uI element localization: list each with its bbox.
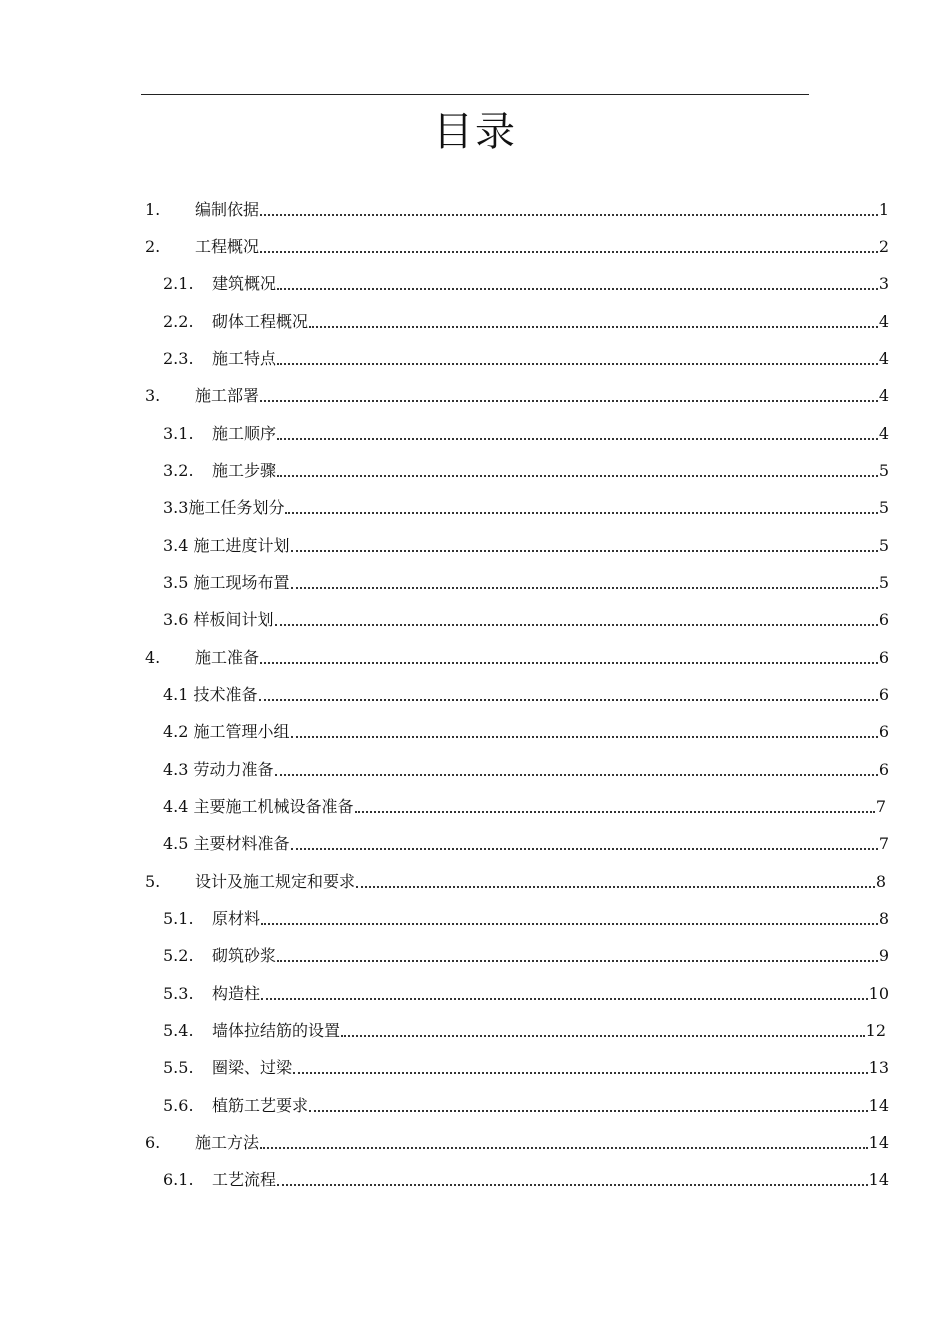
toc-entry-page: 14 bbox=[868, 1133, 889, 1152]
toc-leader-dots bbox=[260, 245, 878, 253]
toc-entry-page: 14 bbox=[868, 1096, 889, 1115]
toc-entry-page: 8 bbox=[878, 909, 889, 928]
toc-entry[interactable] bbox=[163, 942, 889, 966]
toc-entry[interactable] bbox=[163, 308, 889, 332]
toc-entry[interactable] bbox=[163, 1092, 889, 1116]
toc-entry-title: 建筑概况 bbox=[212, 274, 277, 293]
toc-entry-title: 原材料 bbox=[212, 909, 261, 928]
toc-entry-page: 4 bbox=[878, 312, 889, 331]
toc-leader-dots bbox=[260, 656, 878, 664]
toc-leader-dots bbox=[277, 469, 878, 477]
toc-entry-number: 6.1. bbox=[163, 1170, 194, 1189]
toc-entry-page: 5 bbox=[878, 461, 889, 480]
toc-entry-title: 设计及施工规定和要求 bbox=[195, 872, 356, 891]
toc-entry-title: 工艺流程 bbox=[212, 1170, 277, 1189]
toc-entry[interactable] bbox=[163, 1166, 889, 1190]
toc-leader-dots bbox=[260, 1141, 868, 1149]
toc-leader-dots bbox=[277, 432, 878, 440]
toc-entry[interactable] bbox=[163, 681, 889, 705]
toc-entry-page: 14 bbox=[868, 1170, 889, 1189]
toc-entry-page: 1 bbox=[878, 200, 889, 219]
toc-entry-number: 3.2. bbox=[163, 461, 194, 480]
toc-leader-dots bbox=[277, 357, 878, 365]
toc-entry-number: 6. bbox=[145, 1133, 161, 1152]
toc-leader-dots bbox=[275, 618, 878, 626]
toc-entry[interactable] bbox=[145, 196, 889, 220]
toc-entry-title: 4.2 施工管理小组 bbox=[163, 722, 290, 741]
toc-entry-title: 3.5 施工现场布置 bbox=[163, 573, 290, 592]
toc-entry[interactable] bbox=[163, 532, 889, 556]
toc-entry-title: 3.3施工任务划分 bbox=[163, 498, 285, 517]
toc-entry-title: 施工方法 bbox=[195, 1133, 260, 1152]
toc-entry-title: 墙体拉结筋的设置 bbox=[212, 1021, 341, 1040]
toc-entry[interactable] bbox=[163, 345, 889, 369]
toc-leader-dots bbox=[291, 581, 878, 589]
toc-leader-dots bbox=[356, 880, 875, 888]
toc-entry-page: 2 bbox=[878, 237, 889, 256]
toc-entry-number: 5.2. bbox=[163, 946, 194, 965]
toc-leader-dots bbox=[293, 1066, 868, 1074]
toc-leader-dots bbox=[275, 768, 878, 776]
toc-entry-title: 4.4 主要施工机械设备准备 bbox=[163, 797, 354, 816]
toc-leader-dots bbox=[291, 730, 878, 738]
toc-entry-page: 7 bbox=[878, 834, 889, 853]
toc-entry[interactable] bbox=[145, 233, 889, 257]
toc-entry-page: 13 bbox=[868, 1058, 889, 1077]
toc-entry[interactable] bbox=[163, 830, 889, 854]
toc-entry-page: 6 bbox=[878, 685, 889, 704]
toc-entry-number: 5.1. bbox=[163, 909, 194, 928]
toc-leader-dots bbox=[291, 842, 878, 850]
toc-entry[interactable] bbox=[163, 569, 889, 593]
toc-entry-page: 6 bbox=[878, 610, 889, 629]
toc-entry-title: 砌筑砂浆 bbox=[212, 946, 277, 965]
toc-entry-number: 3. bbox=[145, 386, 161, 405]
toc-entry-number: 5.3. bbox=[163, 984, 194, 1003]
toc-leader-dots bbox=[309, 1104, 868, 1112]
toc-entry-title: 构造柱 bbox=[212, 984, 261, 1003]
toc-entry-page: 3 bbox=[878, 274, 889, 293]
toc-entry-title: 圈梁、过梁 bbox=[212, 1058, 293, 1077]
toc-entry[interactable] bbox=[163, 756, 889, 780]
toc-entry-page: 7 bbox=[875, 797, 886, 816]
toc-leader-dots bbox=[261, 917, 878, 925]
toc-entry-number: 4. bbox=[145, 648, 161, 667]
toc-entry[interactable] bbox=[163, 1054, 889, 1078]
toc-entry-number: 5.6. bbox=[163, 1096, 194, 1115]
toc-entry[interactable] bbox=[163, 606, 889, 630]
toc-entry[interactable] bbox=[145, 644, 889, 668]
toc-entry-title: 工程概况 bbox=[195, 237, 260, 256]
toc-entry[interactable] bbox=[163, 1017, 886, 1041]
toc-entry-page: 4 bbox=[878, 386, 889, 405]
toc-entry-page: 5 bbox=[878, 536, 889, 555]
toc-entry[interactable] bbox=[163, 494, 889, 518]
toc-entry-page: 6 bbox=[878, 648, 889, 667]
toc-entry-page: 4 bbox=[878, 349, 889, 368]
toc-entry-number: 3.1. bbox=[163, 424, 194, 443]
toc-leader-dots bbox=[259, 693, 878, 701]
toc-leader-dots bbox=[341, 1029, 865, 1037]
toc-entry-title: 编制依据 bbox=[195, 200, 260, 219]
toc-entry-page: 6 bbox=[878, 722, 889, 741]
toc-entry-number: 2.2. bbox=[163, 312, 194, 331]
toc-entry-title: 4.5 主要材料准备 bbox=[163, 834, 290, 853]
toc-entry-number: 1. bbox=[145, 200, 161, 219]
toc-entry-title: 施工特点 bbox=[212, 349, 277, 368]
toc-entry-title: 3.4 施工进度计划 bbox=[163, 536, 290, 555]
toc-entry-page: 10 bbox=[868, 984, 889, 1003]
toc-entry-number: 2. bbox=[145, 237, 161, 256]
toc-entry-title: 施工步骤 bbox=[212, 461, 277, 480]
page-title: 目录 bbox=[433, 109, 517, 155]
toc-entry[interactable] bbox=[145, 382, 889, 406]
toc-entry-number: 5.5. bbox=[163, 1058, 194, 1077]
toc-entry-page: 9 bbox=[878, 946, 889, 965]
toc-entry-title: 4.3 劳动力准备 bbox=[163, 760, 274, 779]
toc-entry[interactable] bbox=[145, 868, 886, 892]
toc-entry-title: 施工顺序 bbox=[212, 424, 277, 443]
toc-entry[interactable] bbox=[145, 1129, 889, 1153]
toc-entry-page: 6 bbox=[878, 760, 889, 779]
toc-entry[interactable] bbox=[163, 718, 889, 742]
toc-leader-dots bbox=[261, 992, 868, 1000]
toc-entry-number: 5.4. bbox=[163, 1021, 194, 1040]
toc-entry-title: 施工准备 bbox=[195, 648, 260, 667]
toc-entry-title: 4.1 技术准备 bbox=[163, 685, 258, 704]
toc-entry[interactable] bbox=[163, 905, 889, 929]
toc-entry-title: 施工部署 bbox=[195, 386, 260, 405]
toc-leader-dots bbox=[277, 282, 878, 290]
toc-entry-page: 12 bbox=[865, 1021, 886, 1040]
toc-entry-page: 4 bbox=[878, 424, 889, 443]
toc-leader-dots bbox=[277, 1178, 868, 1186]
toc-leader-dots bbox=[285, 506, 877, 514]
toc-entry-title: 砌体工程概况 bbox=[212, 312, 309, 331]
toc-entry[interactable] bbox=[163, 420, 889, 444]
toc-leader-dots bbox=[309, 320, 878, 328]
toc-entry-number: 2.3. bbox=[163, 349, 194, 368]
toc-entry-number: 5. bbox=[145, 872, 161, 891]
toc-leader-dots bbox=[355, 805, 875, 813]
toc-entry-page: 5 bbox=[878, 498, 889, 517]
toc-leader-dots bbox=[260, 208, 878, 216]
toc-leader-dots bbox=[260, 394, 878, 402]
toc-entry[interactable] bbox=[163, 457, 889, 481]
toc-entry-title: 植筋工艺要求 bbox=[212, 1096, 309, 1115]
toc-entry-number: 2.1. bbox=[163, 274, 194, 293]
toc-entry[interactable] bbox=[163, 270, 889, 294]
toc-entry[interactable] bbox=[163, 980, 889, 1004]
toc-leader-dots bbox=[291, 544, 878, 552]
toc-leader-dots bbox=[277, 954, 878, 962]
toc-entry-title: 3.6 样板间计划 bbox=[163, 610, 274, 629]
toc-entry[interactable] bbox=[163, 793, 886, 817]
toc-entry-page: 8 bbox=[875, 872, 886, 891]
toc-entry-page: 5 bbox=[878, 573, 889, 592]
